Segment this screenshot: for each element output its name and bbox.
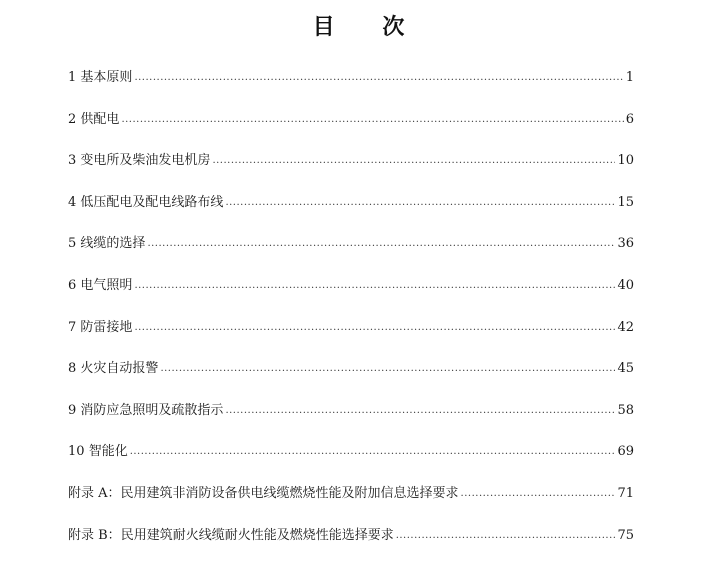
toc-entry-page: 75	[617, 527, 634, 543]
toc-entry-1[interactable]	[68, 68, 634, 110]
toc-entry-page: 40	[617, 277, 634, 293]
toc-dot-leader	[134, 68, 623, 88]
toc-entry-4[interactable]	[68, 193, 634, 235]
toc-entry-number: 附录 A：	[68, 485, 121, 501]
toc-entry-label: 火灾自动报警	[80, 361, 159, 377]
toc-entry-9[interactable]	[68, 401, 634, 443]
toc-entry-number: 5	[68, 236, 77, 252]
toc-entry-number: 4	[68, 194, 77, 210]
toc-dot-leader	[121, 110, 623, 130]
toc-entry-number: 8	[68, 361, 77, 377]
toc-entry-page: 36	[617, 236, 634, 252]
toc-dot-leader	[130, 442, 616, 462]
toc-entry-page: 69	[617, 444, 634, 460]
toc-entry-label: 民用建筑耐火线缆耐火性能及燃烧性能选择要求	[120, 527, 394, 543]
toc-entry-page: 1	[625, 70, 634, 85]
toc-entry-number: 10	[68, 444, 85, 460]
table-of-contents	[68, 68, 634, 567]
toc-entry-number: 3	[68, 153, 77, 169]
toc-dot-leader	[134, 276, 615, 296]
toc-entry-label: 线缆的选择	[80, 236, 146, 252]
toc-entry-7[interactable]	[68, 318, 634, 360]
toc-dot-leader	[212, 151, 615, 171]
toc-entry-label: 防雷接地	[80, 319, 133, 335]
toc-entry-3[interactable]	[68, 151, 634, 193]
toc-entry-label: 变电所及柴油发电机房	[80, 153, 211, 169]
toc-dot-leader	[461, 484, 616, 504]
toc-entry-label: 智能化	[88, 444, 128, 460]
toc-entry-page: 58	[617, 402, 634, 418]
toc-entry-number: 1	[68, 70, 77, 85]
toc-entry-6[interactable]	[68, 276, 634, 318]
toc-entry-number: 6	[68, 277, 77, 293]
toc-entry-page: 10	[617, 153, 634, 169]
toc-dot-leader	[396, 526, 616, 546]
toc-dot-leader	[160, 359, 615, 379]
toc-dot-leader	[134, 318, 615, 338]
page-title: 目 次	[312, 15, 425, 40]
toc-dot-leader	[225, 401, 615, 421]
toc-entry-appendix-b[interactable]	[68, 526, 634, 568]
toc-entry-page: 15	[617, 194, 634, 210]
toc-dot-leader	[225, 193, 615, 213]
toc-entry-page: 6	[625, 111, 634, 127]
toc-entry-number: 附录 B：	[68, 527, 121, 543]
toc-entry-number: 9	[68, 402, 77, 418]
toc-dot-leader	[147, 234, 615, 254]
toc-entry-5[interactable]	[68, 234, 634, 276]
toc-entry-label: 消防应急照明及疏散指示	[80, 402, 224, 418]
toc-entry-label: 民用建筑非消防设备供电线缆燃烧性能及附加信息选择要求	[120, 485, 459, 501]
toc-entry-10[interactable]	[68, 442, 634, 484]
toc-entry-page: 42	[617, 319, 634, 335]
toc-entry-page: 71	[617, 485, 634, 501]
toc-entry-appendix-a[interactable]	[68, 484, 634, 526]
toc-entry-label: 供配电	[80, 111, 120, 127]
toc-entry-number: 2	[68, 111, 77, 127]
toc-entry-8[interactable]	[68, 359, 634, 401]
toc-entry-label: 低压配电及配电线路布线	[80, 194, 224, 210]
toc-entry-label: 电气照明	[80, 277, 133, 293]
toc-entry-2[interactable]	[68, 110, 634, 152]
toc-entry-label: 基本原则	[80, 70, 133, 85]
toc-entry-number: 7	[68, 319, 77, 335]
toc-entry-page: 45	[617, 361, 634, 377]
